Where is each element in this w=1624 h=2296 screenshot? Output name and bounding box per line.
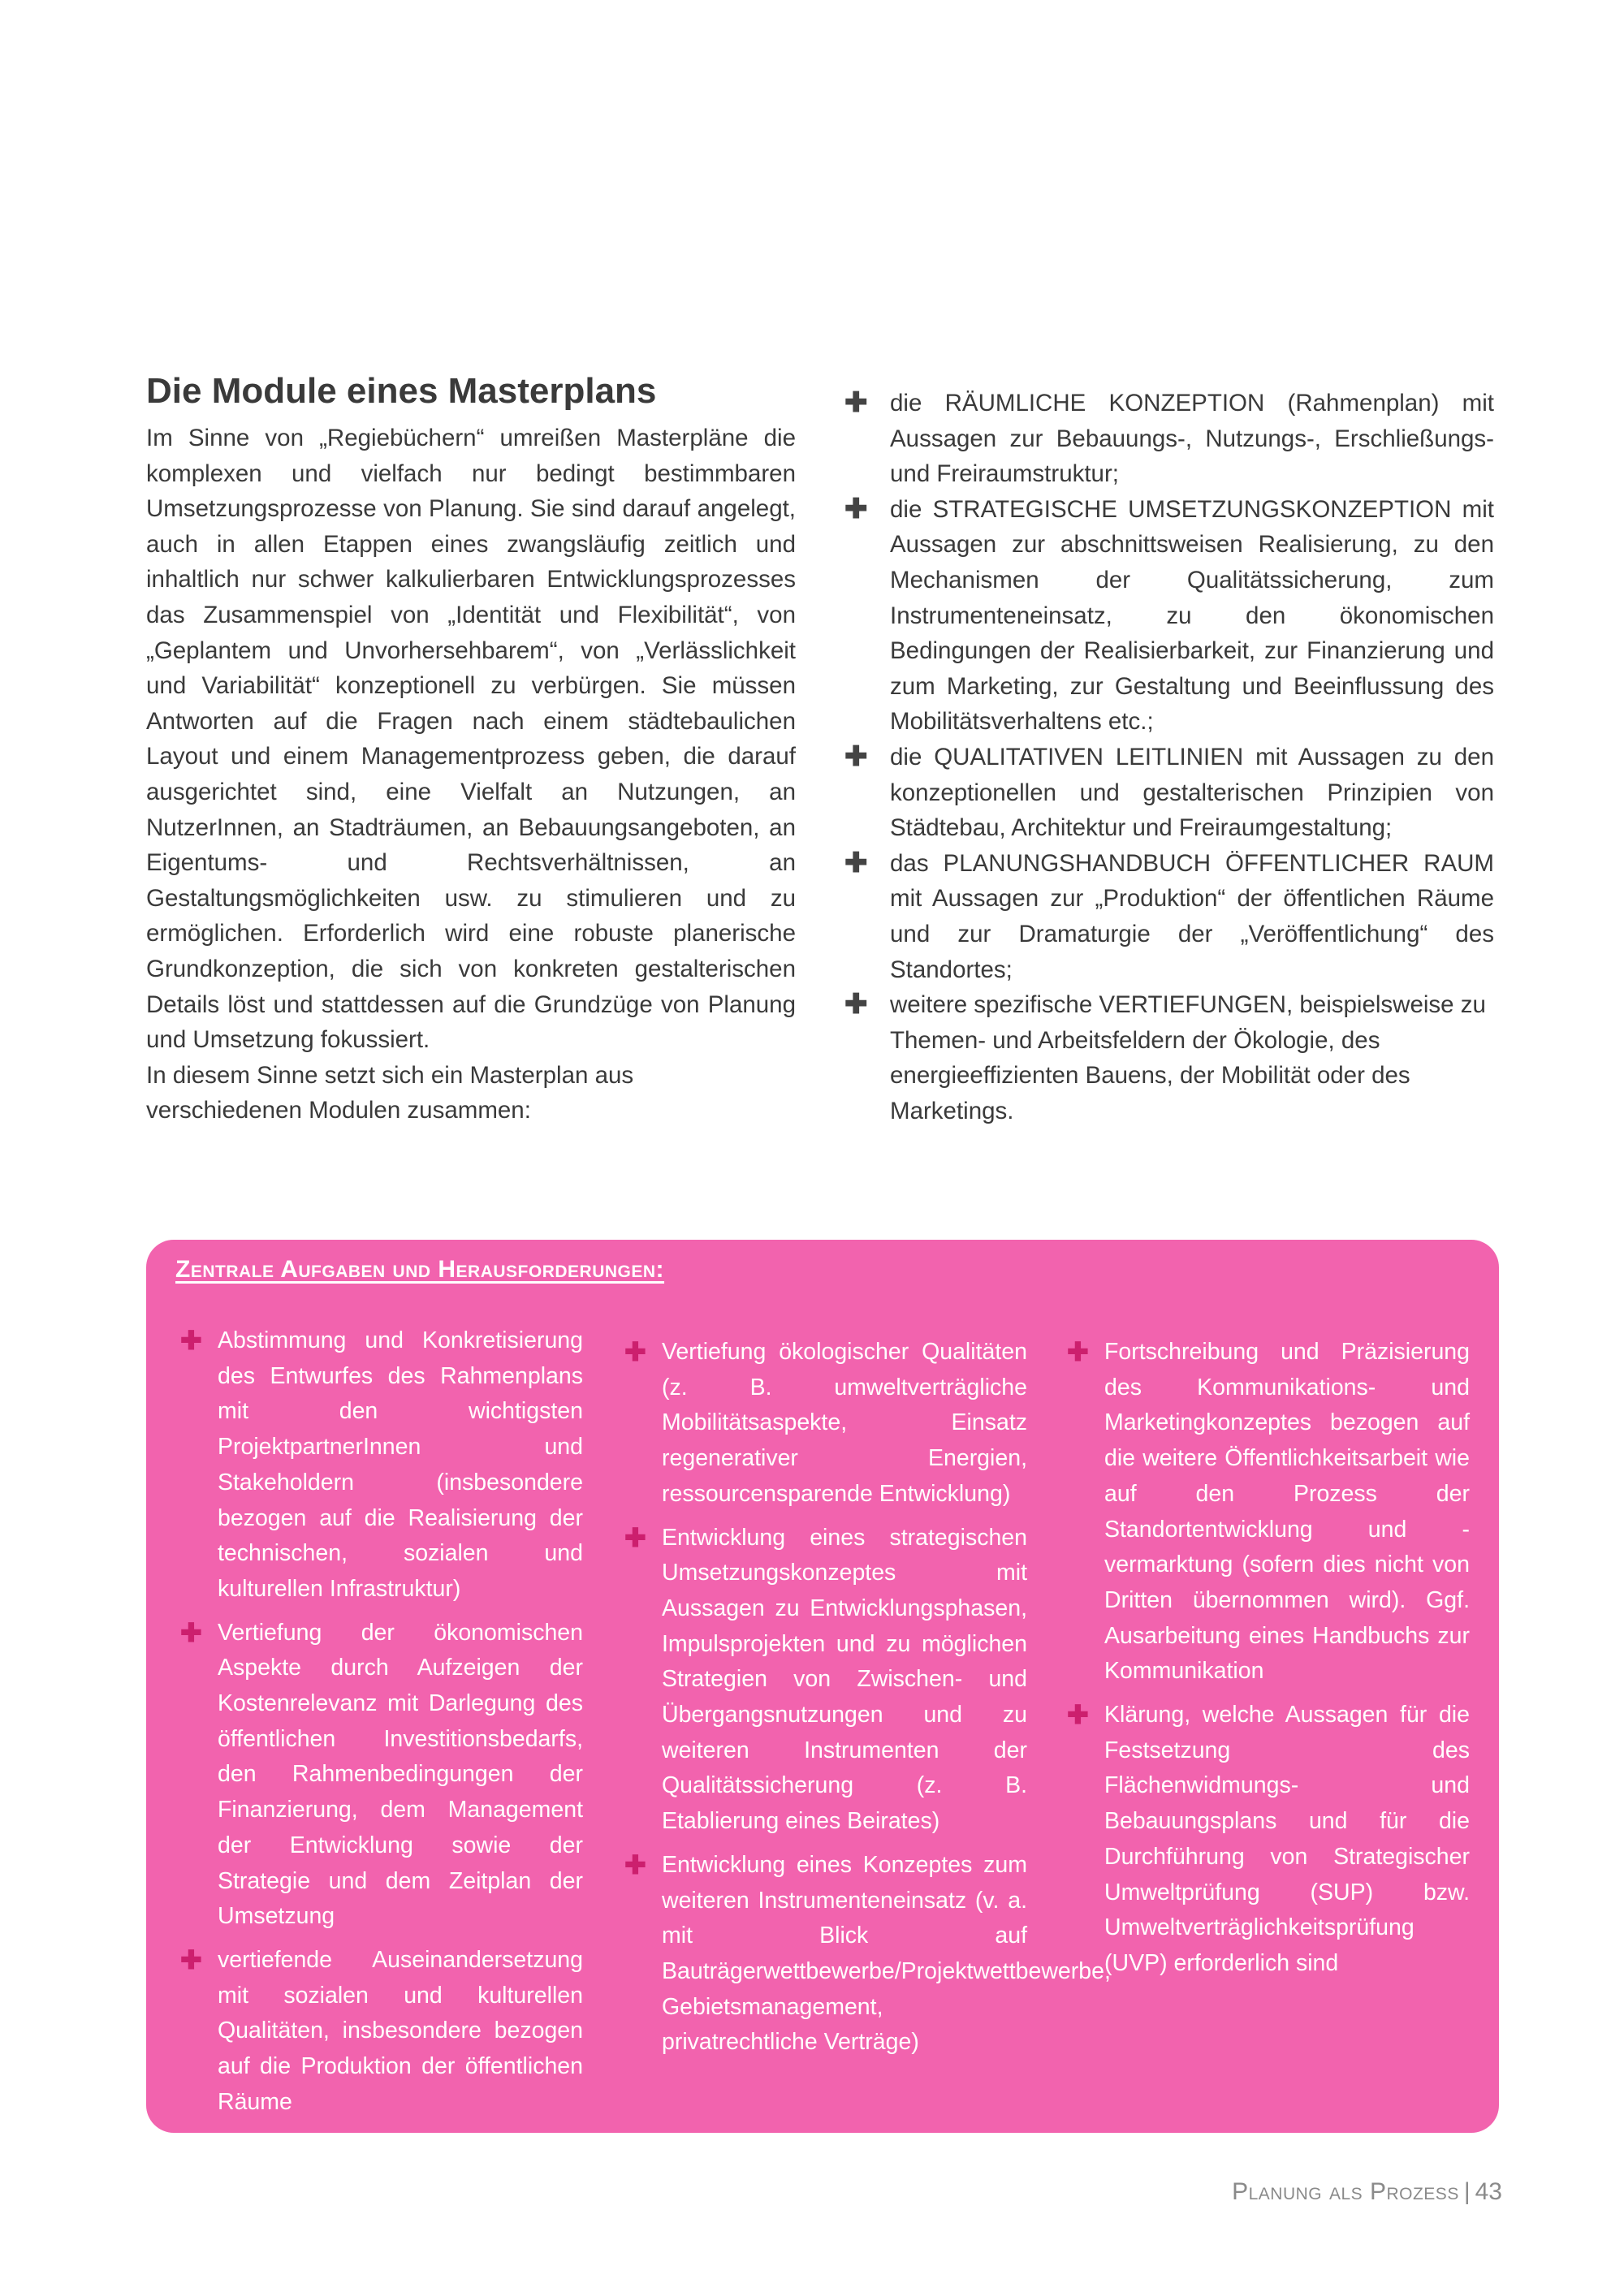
list-item-text: die QUALITATIVEN LEITLINIEN mit Aussagen zu den konzeptionellen und gestalterischen Prinzipien von Städtebau, Architektur und Freiraumgestaltung; — [890, 743, 1494, 842]
modules-list — [844, 386, 1494, 1129]
page-number: 43 — [1475, 2178, 1502, 2205]
intro-paragraph: In diesem Sinne setzt sich ein Masterplan aus verschiedenen Modulen zusammen: — [146, 1061, 634, 1124]
list-item — [844, 492, 1494, 740]
list-item — [180, 1616, 583, 1935]
list-item-text: Entwicklung eines strategischen Umsetzungskonzeptes mit Aussagen zu Entwicklungsphasen, Impulsprojekten und zu möglichen Strategien von Zwischen- und Übergangsnutzungen und zu weiteren Instrumenten der Qualitätssicherung (z. B. Etablierung eines Beirates) — [662, 1524, 1027, 1835]
list-item-text: weitere spezifische VERTIEFUNGEN, beispielsweise zu Themen- und Arbeitsfeldern der Ökologie, des energieeffizienten Bauens, der Mobilität oder des Marketings. — [890, 991, 1486, 1124]
plus-icon: ✚ — [844, 493, 868, 524]
list-item — [844, 740, 1494, 846]
plus-icon: ✚ — [624, 1337, 646, 1366]
list-item — [1067, 1335, 1470, 1690]
list-item — [624, 1848, 1111, 2061]
list-item-text: die STRATEGISCHE UMSETZUNGSKONZEPTION mit Aussagen zur abschnittsweisen Realisierung, zu den Mechanismen der Qualitätssicherung, zum Instrumenteneinsatz, zu den ökonomischen Bedingungen der Realisierbarkeit, zur Finanzierung und zum Marketing, zur Gestaltung und Beeinflussung des Mobilitätsverhaltens etc.; — [890, 495, 1494, 736]
plus-icon: ✚ — [844, 847, 868, 878]
plus-icon: ✚ — [180, 1617, 202, 1647]
plus-icon: ✚ — [844, 740, 868, 772]
list-item-text: Vertiefung ökologischer Qualitäten (z. B. umweltverträgliche Mobilitätsaspekte, Einsatz regenerativer Energien, ressourcensparende Entwicklung) — [662, 1339, 1027, 1507]
list-item-text: das PLANUNGSHANDBUCH ÖFFENTLICHER RAUM mit Aussagen zur „Produktion“ der öffentlichen Räume und zur Dramaturgie der „Veröffentlichung“ des Standortes; — [890, 849, 1494, 983]
list-item-text: Fortschreibung und Präzisierung des Kommunikations- und Marketingkonzeptes bezogen auf die weitere Öffentlichkeitsarbeit wie auf den Prozess der Standortentwicklung und -vermarktung (sofern dies nicht von Dritten übernommen wird). Ggf. Ausarbeitung eines Handbuchs zur Kommunikation — [1104, 1339, 1470, 1685]
plus-icon: ✚ — [844, 989, 868, 1021]
list-item — [624, 1521, 1027, 1840]
list-item-text: Klärung, welche Aussagen für die Festsetzung des Flächenwidmungs- und Bebauungsplans und für die Durchführung von Strategischer Umweltprüfung (SUP) bzw. Umweltverträglichkeitsprüfung (UVP) erforderlich sind — [1104, 1702, 1470, 1976]
list-item — [624, 1335, 1027, 1513]
plus-icon: ✚ — [1067, 1337, 1089, 1366]
list-item — [180, 1943, 583, 2121]
plus-icon: ✚ — [844, 387, 868, 418]
tasks-column-1 — [180, 1323, 583, 2128]
list-item — [844, 386, 1494, 492]
list-item — [844, 987, 1494, 1129]
page-title: Die Module eines Masterplans — [146, 371, 657, 411]
list-item-text: die RÄUMLICHE KONZEPTION (Rahmenplan) mit Aussagen zur Bebauungs-, Nutzungs-, Erschließungs- und Freiraumstruktur; — [890, 390, 1494, 488]
list-item — [1067, 1698, 1470, 1982]
list-item — [180, 1323, 583, 1608]
plus-icon: ✚ — [180, 1326, 202, 1355]
list-item — [844, 846, 1494, 987]
plus-icon: ✚ — [624, 1522, 646, 1552]
list-item-text: Entwicklung eines Konzeptes zum weiteren Instrumenteneinsatz (v. a. mit Blick auf Bauträgerwettbewerbe/Projektwettbewerbe, Gebietsmanagement, privatrechtliche Verträge) — [662, 1851, 1111, 2056]
page-footer — [1137, 2176, 1502, 2208]
list-item-text: Abstimmung und Konkretisierung des Entwurfes des Rahmenplans mit den wichtigsten ProjektpartnerInnen und Stakeholdern (insbesondere bezogen auf die Realisierung der technischen, sozialen und kulturellen Infrastruktur) — [218, 1327, 583, 1602]
plus-icon: ✚ — [1067, 1700, 1089, 1730]
plus-icon: ✚ — [624, 1849, 646, 1880]
intro-paragraph: Im Sinne von „Regiebüchern“ umreißen Masterpläne die komplexen und vielfach nur bedingt bestimmbaren Umsetzungsprozesse von Planung. Sie sind darauf angelegt, auch in allen Etappen eines zwangsläufig zeitlich und inhaltlich nur schwer kalkulierbaren Entwicklungsprozesses das Zusammenspiel von „Identität und Flexibilität“, von „Geplantem und Unvorhersehbarem“, von „Verlässlichkeit und Variabilität“ konzeptionell zu verbürgen. Sie müssen Antworten auf die Fragen nach einem städtebaulichen Layout und einem Managementprozess geben, die darauf ausgerichtet sind, eine Vielfalt an Nutzungen, an NutzerInnen, an Stadträumen, an Bebauungsangeboten, an Eigentums- und Rechtsverhältnissen, an Gestaltungsmöglichkeiten usw. zu stimulieren und zu ermöglichen. Erforderlich wird eine robuste planerische Grundkonzeption, die sich von konkreten gestalterischen Details löst und stattdessen auf die Grundzüge von Planung und Umsetzung fokussiert. — [146, 425, 796, 1054]
tasks-column-3 — [1067, 1335, 1470, 1990]
footer-separator: | — [1463, 2178, 1471, 2205]
list-item-text: vertiefende Auseinandersetzung mit sozialen und kulturellen Qualitäten, insbesondere bezogen auf die Produktion der öffentlichen Räume — [218, 1946, 583, 2115]
footer-section-title: Planung als Prozess — [1232, 2178, 1459, 2205]
plus-icon: ✚ — [180, 1944, 202, 1974]
list-item-text: Vertiefung der ökonomischen Aspekte durch Aufzeigen der Kostenrelevanz mit Darlegung des öffentlichen Investitionsbedarfs, den Rahmenbedingungen der Finanzierung, dem Management der Entwicklung sowie der Strategie und dem Zeitplan der Umsetzung — [218, 1619, 583, 1930]
tasks-box-title: Zentrale Aufgaben und Herausforderungen: — [175, 1256, 665, 1283]
tasks-column-2 — [624, 1335, 1111, 2069]
intro-text — [146, 421, 796, 1129]
